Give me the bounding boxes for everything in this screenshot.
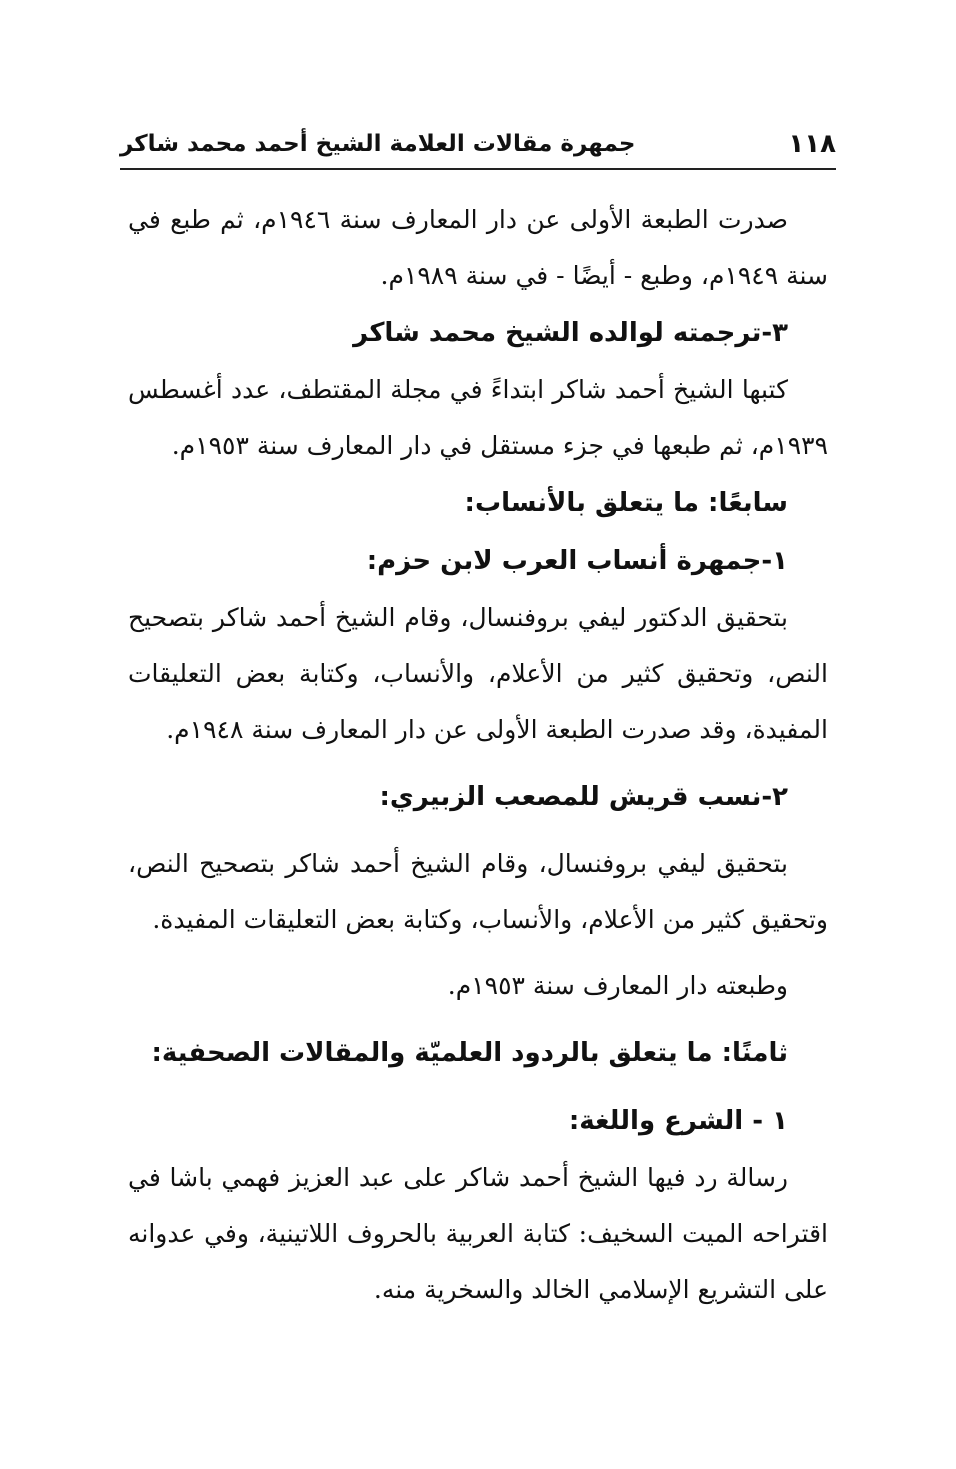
paragraph-nasab-quraysh-print: وطبعته دار المعارف سنة ١٩٥٣م. bbox=[447, 971, 788, 1000]
heading-nasab-quraysh: ٢-نسب قريش للمصعب الزبيري: bbox=[379, 782, 788, 812]
paragraph-nasab-quraysh: بتحقيق ليفي بروفنسال، وقام الشيخ أحمد شاكر بتصحيح النص، وتحقيق كثير من الأعلام، والأنساب، وكتابة بعض التعليقات المفيدة. bbox=[128, 849, 828, 934]
page-number: ١١٨ bbox=[788, 129, 836, 159]
paragraph-jamharat-ansab: بتحقيق الدكتور ليفي بروفنسال، وقام الشيخ أحمد شاكر بتصحيح النص، وتحقيق كثير من الأعلام، والأنساب، وكتابة بعض التعليقات المفيدة، وقد صدرت الطبعة الأولى عن دار المعارف سنة ١٩٤٨م. bbox=[128, 603, 828, 744]
paragraph-edition-dates: صدرت الطبعة الأولى عن دار المعارف سنة ١٩٤٦م، ثم طبع في سنة ١٩٤٩م، وطبع - أيضًا - في سنة ١٩٨٩م. bbox=[128, 205, 828, 290]
heading-section-genealogy: سابعًا: ما يتعلق بالأنساب: bbox=[464, 488, 788, 518]
header-rule bbox=[120, 168, 836, 170]
heading-jamharat-ansab: ١-جمهرة أنساب العرب لابن حزم: bbox=[366, 546, 788, 576]
heading-sharia-and-language: ١ - الشرع واللغة: bbox=[568, 1106, 788, 1136]
running-title: جمهرة مقالات العلامة الشيخ أحمد محمد شاكر bbox=[120, 131, 636, 157]
page-body bbox=[128, 192, 828, 1318]
heading-biography-of-father: ٣-ترجمته لوالده الشيخ محمد شاكر bbox=[353, 318, 788, 348]
running-header bbox=[120, 122, 836, 166]
heading-section-rebuttals: ثامنًا: ما يتعلق بالردود العلميّة والمقالات الصحفية: bbox=[151, 1038, 788, 1068]
paragraph-sharia-and-language: رسالة رد فيها الشيخ أحمد شاكر على عبد العزيز فهمي باشا في اقتراحه الميت السخيف: كتابة العربية بالحروف اللاتينية، وفي عدوانه على التشريع الإسلامي الخالد والسخرية منه. bbox=[128, 1163, 828, 1304]
paragraph-biography-publication: كتبها الشيخ أحمد شاكر ابتداءً في مجلة المقتطف، عدد أغسطس ١٩٣٩م، ثم طبعها في جزء مستقل في دار المعارف سنة ١٩٥٣م. bbox=[128, 375, 828, 460]
